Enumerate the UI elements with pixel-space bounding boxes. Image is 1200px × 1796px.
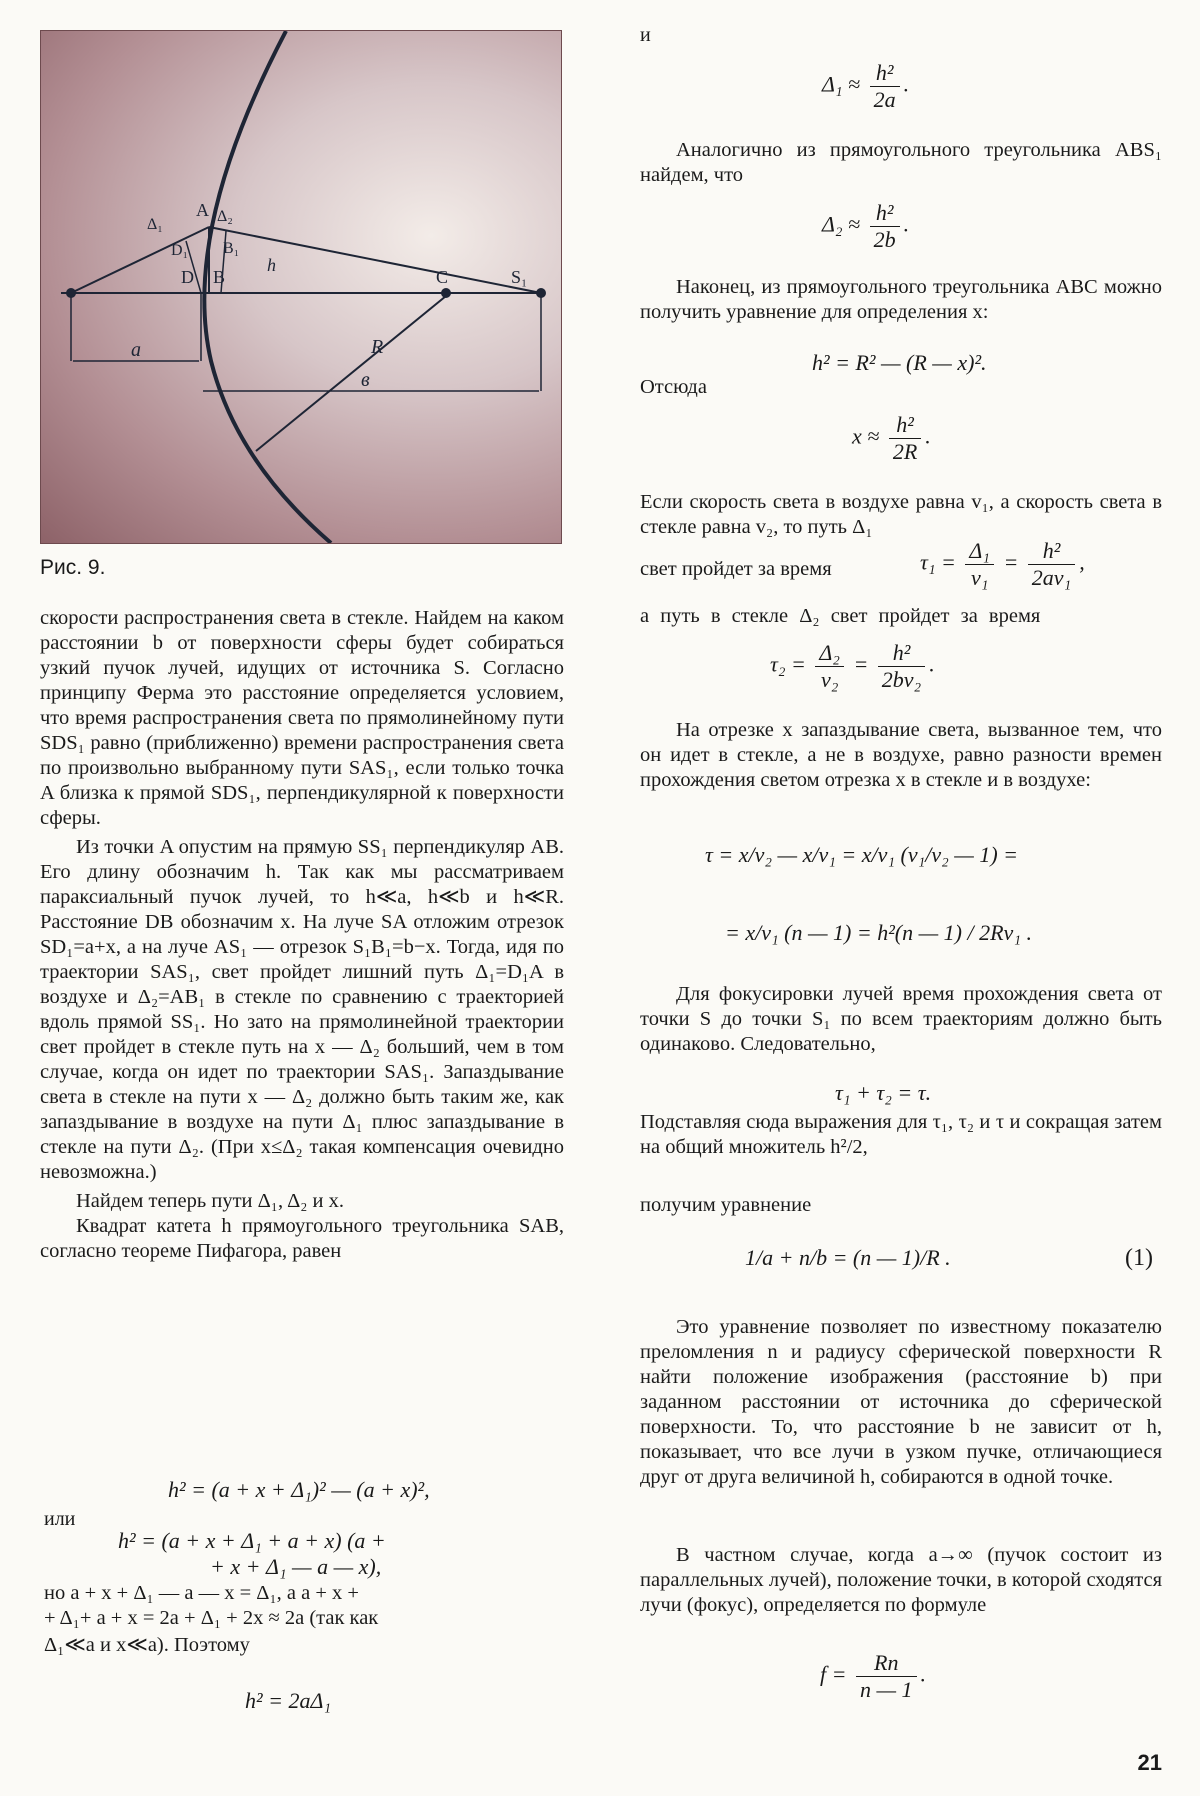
equation-focus: f = $\frac{Rn}{n — 1}$ . — [820, 1650, 927, 1702]
delta2-fraction — [870, 200, 900, 253]
equation-delta2: Δ₂ ≈ $\frac{\text{h²}}{2b}$ . — [822, 200, 910, 252]
right-paragraph-7: получим уравнение — [640, 1194, 812, 1216]
left-paragraph-3: Найдем теперь пути Δ₁, Δ₂ и x. — [76, 1190, 345, 1212]
tau2-fraction-1 — [815, 640, 844, 693]
label-D1: D₁ — [171, 242, 189, 259]
label-A: A — [196, 200, 209, 220]
tau2-den-2: 2bv₂ — [881, 667, 922, 692]
right-paragraph-3a: Если скорость света в воздухе равна v₁, а скорость света в стекле равна v₂, то путь Δ₁ — [640, 491, 1162, 538]
label-D: D — [181, 267, 194, 287]
left-paragraph-2: Из точки A опустим на прямую SS₁ перпендикуляр AB. Его длину обозначим h. Так как мы рассматриваем параксиальный пучок лучей, то h≪a, h≪b и h≪R. Расстояние DB обозначим x. На луче SA отложим отрезок SD₁=a+x, а на луче AS₁ — отрезок S₁B₁=b−x. Тогда, идя по траектории SAS₁, свет пройдет лишний путь Δ₁=D₁A в воздухе и Δ₂=AB₁ в стекле по сравнению с траекторией вдоль прямой SS₁. Но зато на прямолинейной траектории свет пройдет в стекле путь на x — Δ₂ больший, чем в том случае, когда он идет по траектории SAS₁. Запаздывание света в стекле на пути x — Δ₂ должно быть таким же, как запаздывание в воздухе на пути Δ₁ плюс запаздывание в стекле на пути Δ₂. (При x≤Δ₂ такая компенсация очевидно невозможна.) — [40, 836, 564, 1183]
delta1-lhs: Δ₁ ≈ — [822, 71, 861, 97]
equation-h2-expanded-a: h² = (a + x + Δ₁ + a + x) (a + — [118, 1528, 386, 1553]
tau1-num-2: h² — [1028, 538, 1075, 565]
equation-h2-expanded-b: + x + Δ₁ — a — x), — [210, 1554, 382, 1579]
tau2-lhs: τ₂ = — [770, 651, 806, 677]
delta2-lhs: Δ₂ ≈ — [822, 211, 861, 237]
label-delta1: Δ₁ — [147, 216, 163, 233]
tau1-den-2: 2av₁ — [1031, 565, 1072, 590]
label-R: R — [371, 336, 384, 358]
x-num: h² — [889, 412, 921, 439]
equation-tau-b: = x/v₁ (n — 1) = h²(n — 1) / 2Rv₁ . — [725, 920, 1032, 945]
delta1-fraction — [870, 60, 900, 113]
tau1-lhs: τ₁ = — [920, 549, 956, 575]
label-C: C — [436, 267, 449, 287]
delta1-num: h² — [870, 60, 900, 87]
left-line-5a: но a + x + Δ₁ — a — x = Δ₁, а a + x + — [44, 1582, 359, 1604]
tau2-num-1: Δ₂ — [815, 640, 844, 667]
right-paragraph-3b: свет пройдет за время — [640, 558, 832, 580]
point-S1 — [536, 288, 546, 298]
equation-R: h² = R² — (R — x)². — [812, 350, 987, 375]
tau1-num-1: Δ₁ — [965, 538, 994, 565]
left-col-text — [40, 606, 564, 1264]
label-delta2: Δ₂ — [217, 208, 233, 225]
label-B1: B₁ — [223, 240, 240, 257]
label-S1: S₁ — [511, 267, 528, 287]
point-C — [441, 288, 451, 298]
focus-fraction — [856, 1650, 917, 1703]
left-paragraph-1: скорости распространения света в стекле. Найдем на каком расстоянии b от поверхности сферы будет собираться узкий пучок лучей, идущих от источника S. Согласно принципу Ферма это расстояние определяется условием, что время распространения света по прямолинейному пути SDS₁ равно (приближенно) времени распространения света по произвольно выбранному пути SAS₁, если только точка A близка к прямой SDS₁, перпендикулярной к поверхности сферы. — [40, 607, 564, 829]
ray-AS1 — [209, 227, 541, 293]
right-paragraph-6: Подставляя сюда выражения для τ₁, τ₂ и τ и сокращая затем на общий множитель h²/2, — [640, 1111, 1162, 1158]
tau1-den-1: v₁ — [970, 565, 989, 590]
word-ili: или — [44, 1508, 76, 1530]
left-line-5c: Δ₁≪a и x≪a). Поэтому — [44, 1634, 250, 1656]
word-i: и — [640, 24, 651, 46]
left-line-5b: + Δ₁+ a + x = 2a + Δ₁ + 2x ≈ 2a (так как — [44, 1607, 379, 1629]
x-lhs: x ≈ — [852, 423, 880, 449]
focus-den: n — 1 — [859, 1677, 913, 1702]
equation-number: (1) — [1125, 1245, 1153, 1271]
right-paragraph-9: В частном случае, когда a→∞ (пучок состоит из параллельных лучей), положение точки, в которой сходятся лучи (фокус), определяется по формуле — [640, 1544, 1162, 1616]
x-den: 2R — [892, 439, 918, 464]
delta2-num: h² — [870, 200, 900, 227]
page-number: 21 — [1137, 1750, 1162, 1775]
radius-R — [256, 296, 446, 451]
equation-tau1: τ₁ = $\frac{\text{Δ₁}}{\text{v₁}}$ = $\frac{\text{h²}}{\text{2av₁}}$ , — [920, 538, 1085, 590]
label-b: в — [361, 369, 370, 391]
word-otsyuda: Отсюда — [640, 376, 707, 398]
delta2-den: 2b — [873, 227, 896, 252]
equation-tau-a: τ = x/v₂ — x/v₁ = x/v₁ (v₁/v₂ — 1) = — [705, 842, 1018, 867]
tau1-fraction-2 — [1028, 538, 1075, 591]
equation-x: x ≈ $\frac{\text{h²}}{2R}$ . — [852, 412, 931, 464]
figure-9 — [40, 30, 562, 544]
focus-lhs: f = — [820, 1661, 847, 1687]
equation-h2-2a-delta1: h² = 2aΔ₁ — [245, 1688, 332, 1713]
optics-diagram — [41, 31, 561, 543]
right-paragraph-2: Наконец, из прямоугольного треугольника ABC можно получить уравнение для определения x: — [640, 276, 1162, 323]
right-paragraph-1: Аналогично из прямоугольного треугольника ABS₁ найдем, что — [640, 139, 1162, 186]
label-B: B — [213, 267, 226, 287]
point-S — [66, 288, 76, 298]
x-fraction — [889, 412, 921, 465]
sphere-surface — [204, 31, 331, 543]
equation-main: 1/a + n/b = (n — 1)/R . — [745, 1245, 951, 1270]
tau2-num-2: h² — [878, 640, 925, 667]
tau2-den-1: v₂ — [820, 667, 839, 692]
equation-tau2: τ₂ = $\frac{\text{Δ₂}}{\text{v₂}}$ = $\frac{\text{h²}}{\text{2bv₂}}$ . — [770, 640, 935, 692]
right-paragraph-4: На отрезке x запаздывание света, вызванное тем, что он идет в стекле, а не в воздухе, равно разности времен прохождения светом отрезка x в стекле и в воздухе: — [640, 719, 1162, 791]
left-paragraph-4: Квадрат катета h прямоугольного треугольника SAB, согласно теореме Пифагора, равен — [40, 1215, 564, 1262]
right-paragraph-3c: а путь в стекле Δ₂ свет пройдет за время — [640, 605, 1041, 627]
tau2-fraction-2 — [878, 640, 925, 693]
label-h: h — [267, 255, 276, 275]
equation-delta1: Δ₁ ≈ $\frac{\text{h²}}{2a}$ . — [822, 60, 910, 112]
delta1-den: 2a — [873, 87, 896, 112]
right-paragraph-8: Это уравнение позволяет по известному показателю преломления n и радиусу сферической поверхности R найти положение изображения (расстояние b) при заданном расстоянии от источника до сферической поверхности. То, что расстояние b не зависит от h, показывает, что все лучи в узком пучке, отличающиеся друг от друга величиной h, собираются в одной точке. — [640, 1316, 1162, 1488]
figure-caption: Рис. 9. — [40, 556, 106, 579]
right-paragraph-5: Для фокусировки лучей время прохождения света от точки S до точки S₁ по всем траекториям должно быть одинаково. Следовательно, — [640, 983, 1162, 1055]
focus-num: Rn — [856, 1650, 917, 1677]
label-a: a — [131, 339, 141, 361]
equation-h2-pythagoras: h² = (a + x + Δ₁)² — (a + x)², — [168, 1477, 430, 1502]
tau1-fraction-1 — [965, 538, 994, 591]
equation-sum: τ₁ + τ₂ = τ. — [835, 1080, 932, 1105]
